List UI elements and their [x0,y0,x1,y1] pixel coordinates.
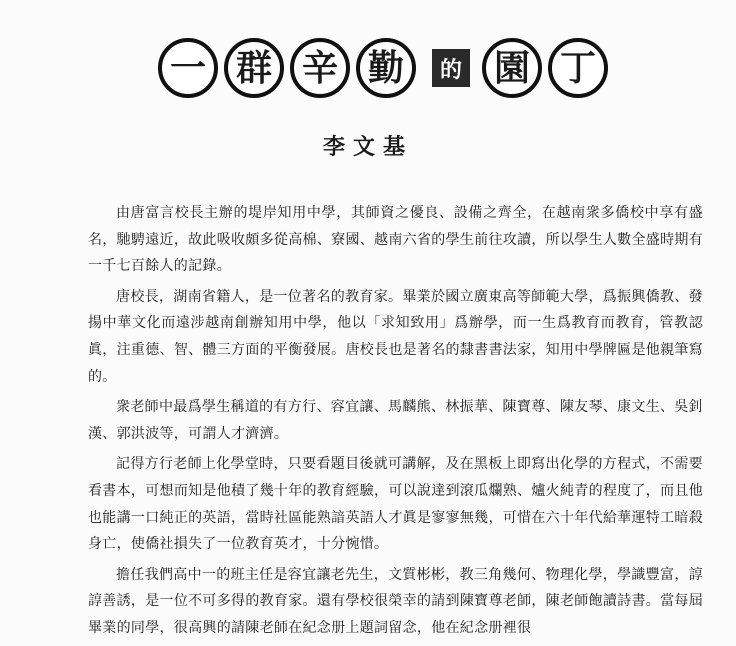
title-connector-char: 的 [432,49,470,87]
article-body [88,200,703,646]
author-name: 李文基 [322,134,413,160]
paragraph: 由唐富言校長主辦的堤岸知用中學，其師資之優良、設備之齊全，在越南衆多僑校中享有盛名，馳騁遠近，故此吸收頗多從高棉、寮國、越南六省的學生前往攻讀，所以學生人數全盛時期有一千七百餘人的記錄。 [88,205,703,275]
paragraph: 唐校長，湖南省籍人，是一位著名的教育家。畢業於國立廣東高等師範大學，爲振興僑教、發揚中華文化而遠涉越南創辦知用中學，他以「求知致用」爲辦學，而一生爲教育而教育，管教認眞，注重德、智、體三方面的平衡發展。唐校長也是著名的隸書書法家，知用中學牌匾是他親筆寫的。 [88,288,703,385]
title-char-6: 丁 [548,38,608,98]
title-char-4: 勤 [356,38,416,98]
paragraph: 衆老師中最爲學生稱道的有方行、容宜讓、馬麟熊、林振華、陳寶尊、陳友琴、康文生、吳釗漢、郭洪波等，可謂人才濟濟。 [88,399,703,442]
title-char-1: 一 [158,38,218,98]
title-char-5: 園 [482,38,542,98]
paragraph: 擔任我們高中一的班主任是容宜讓老先生，文質彬彬，教三角幾何、物理化學，學識豐富，諄諄善誘，是一位不可多得的教育家。還有學校很榮幸的請到陳寶尊老師，陳老師飽讀詩書。當每屆畢業的同學，很高興的請陳老師在紀念册上題詞留念，他在紀念册裡很 [88,566,703,636]
title-char-3: 辛 [290,38,350,98]
paragraph: 記得方行老師上化學堂時，只要看題目後就可講解，及在黑板上即寫出化學的方程式，不需要看書本，可想而知是他積了幾十年的教育經驗，可以說達到滾瓜爛熟、爐火純青的程度了，而且他也能講一口純正的英語，當時社區能熟諳英語人才眞是寥寥無幾，可惜在六十年代給華運特工暗殺身亡，使僑社損失了一位教育英才，十分惋惜。 [88,456,703,553]
title-char-2: 群 [224,38,284,98]
article-title [158,38,614,98]
